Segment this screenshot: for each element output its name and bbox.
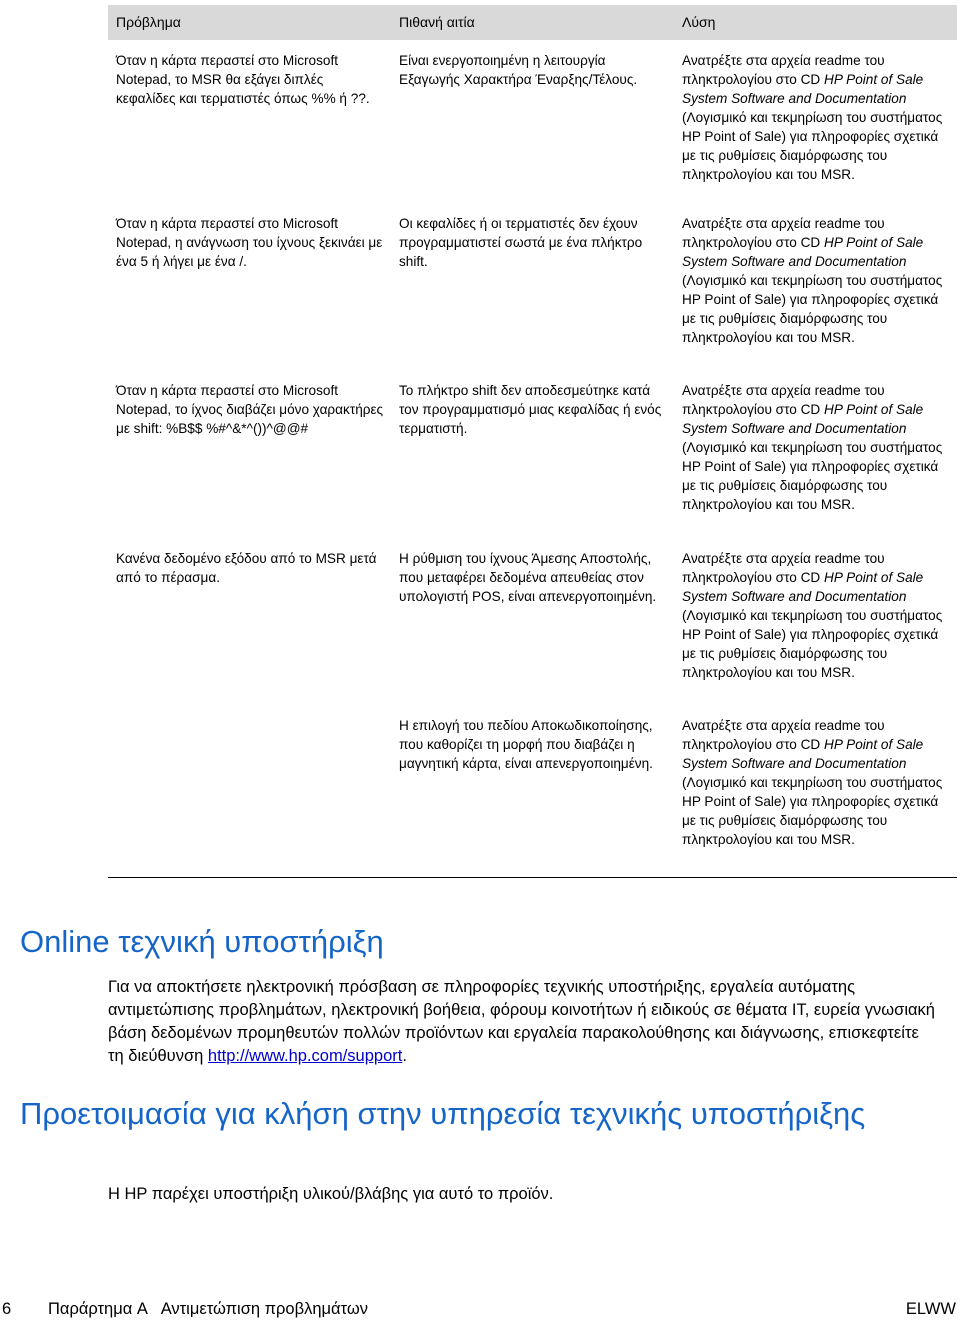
solution-text-end: (Λογισμικό και τεκμηρίωση του συστήματος HP Point of Sale) για πληροφορίες σχετικά με τις ρυθμίσεις διαμόρφωσης του πληκτρολογίου και του MSR.: [682, 110, 943, 182]
solution-doc-title: HP Point of Sale System Software and Documentation: [682, 234, 924, 269]
table-row: [108, 710, 957, 878]
page-footer: [0, 1298, 960, 1320]
solution-doc-title: HP Point of Sale System Software and Documentation: [682, 402, 924, 436]
solution-doc-title: HP Point of Sale System Software and Documentation: [682, 72, 924, 106]
cause-cell: Η επιλογή του πεδίου Αποκωδικοποίησης, που καθορίζει τη μορφή που διαβάζει η μαγνητική κάρτα, είναι απενεργοποιημένη.: [399, 718, 653, 771]
solution-text: Ανατρέξτε στα αρχεία readme του πληκτρολογίου στο CD: [682, 215, 885, 250]
online-support-end: .: [402, 1047, 407, 1065]
solution-cell: [674, 710, 957, 878]
online-support-heading: Online τεχνική υποστήριξη: [20, 924, 384, 959]
cause-cell: Το πλήκτρο shift δεν αποδεσμεύτηκε κατά τον προγραμματισμό μιας κεφαλίδας ή ενός τερματιστή.: [399, 383, 662, 436]
page-number: 6: [2, 1300, 12, 1318]
solution-doc-title: HP Point of Sale System Software and Documentation: [682, 569, 924, 604]
cause-cell: Οι κεφαλίδες ή οι τερματιστές δεν έχουν προγραμματιστεί σωστά με ένα πλήκτρο shift.: [399, 215, 643, 269]
problem-cell: Όταν η κάρτα περαστεί στο Microsoft Notepad, το ίχνος διαβάζει μόνο χαρακτήρες με shift: %B$$ %#^&*^())^@@#: [116, 383, 384, 436]
solution-text: Ανατρέξτε στα αρχεία readme του πληκτρολογίου στο CD: [682, 53, 885, 87]
footer-language-code: ELWW: [905, 1300, 956, 1318]
online-support-text: Για να αποκτήσετε ηλεκτρονική πρόσβαση σε πληροφορίες τεχνικής υποστήριξης, εργαλεία αυτόματης αντιμετώπισης προβλημάτων, ηλεκτρονική βοήθεια, φόρουμ κοινοτήτων ή ειδικούς σε θέματα IT, ευρεία γνωσιακή βάση δεδομένων προμηθευτών πολλών προϊόντων και εργαλεία παρακολούθησης και διάγνωσης, επισκεφτείτε τη διεύθυνση: [108, 978, 935, 1065]
solution-cell: [674, 208, 957, 376]
problem-cell: Όταν η κάρτα περαστεί στο Microsoft Notepad, η ανάγνωση του ίχνους ξεκινάει με ένα 5 ή λήγει με ένα /.: [116, 215, 383, 269]
solution-text: Ανατρέξτε στα αρχεία readme του πληκτρολογίου στο CD: [682, 550, 885, 585]
table-header-row: [108, 5, 957, 40]
table-row: [108, 543, 957, 711]
support-link[interactable]: http://www.hp.com/support: [207, 1047, 403, 1065]
solution-text-end: (Λογισμικό και τεκμηρίωση του συστήματος HP Point of Sale) για πληροφορίες σχετικά με τις ρυθμίσεις διαμόρφωσης του πληκτρολογίου και του MSR.: [682, 440, 943, 512]
cause-cell: Είναι ενεργοποιημένη η λειτουργία Εξαγωγής Χαρακτήρα Έναρξης/Τέλους.: [399, 53, 638, 87]
table-row: [108, 208, 957, 376]
problem-cell: [108, 710, 391, 878]
solution-text-end: (Λογισμικό και τεκμηρίωση του συστήματος HP Point of Sale) για πληροφορίες σχετικά με τις ρυθμίσεις διαμόρφωσης του πληκτρολογίου και του MSR.: [682, 272, 943, 345]
cause-cell: Η ρύθμιση του ίχνους Άμεσης Αποστολής, που μεταφέρει δεδομένα απευθείας στον υπολογιστή POS, είναι απενεργοποιημένη.: [399, 550, 657, 604]
solution-cell: [674, 543, 957, 711]
column-header-problem: Πρόβλημα: [108, 5, 391, 40]
solution-text: Ανατρέξτε στα αρχεία readme του πληκτρολογίου στο CD: [682, 383, 885, 417]
solution-text-end: (Λογισμικό και τεκμηρίωση του συστήματος HP Point of Sale) για πληροφορίες σχετικά με τις ρυθμίσεις διαμόρφωσης του πληκτρολογίου και του MSR.: [682, 775, 943, 847]
table-row: [108, 375, 957, 543]
solution-text: Ανατρέξτε στα αρχεία readme του πληκτρολογίου στο CD: [682, 718, 885, 752]
solution-doc-title: HP Point of Sale System Software and Documentation: [682, 737, 924, 771]
prepare-call-heading: Προετοιμασία για κλήση στην υπηρεσία τεχνικής υποστήριξης: [20, 1096, 866, 1131]
problem-cell: Όταν η κάρτα περαστεί στο Microsoft Notepad, το MSR θα εξάγει διπλές κεφαλίδες και τερματιστές όπως %% ή ??.: [116, 53, 370, 106]
footer-chapter-title: Παράρτημα A Αντιμετώπιση προβλημάτων: [48, 1300, 368, 1318]
solution-text-end: (Λογισμικό και τεκμηρίωση του συστήματος HP Point of Sale) για πληροφορίες σχετικά με τις ρυθμίσεις διαμόρφωσης του πληκτρολογίου και του MSR.: [682, 607, 943, 680]
solution-cell: [674, 40, 957, 208]
online-support-paragraph: [108, 976, 938, 1068]
problem-cell: Κανένα δεδομένο εξόδου από το MSR μετά από το πέρασμα.: [116, 550, 377, 585]
prepare-call-text: Η HP παρέχει υποστήριξη υλικού/βλάβης για αυτό το προϊόν.: [108, 1185, 554, 1203]
column-header-solution: Λύση: [674, 5, 957, 40]
column-header-cause: Πιθανή αιτία: [391, 5, 674, 40]
troubleshooting-table: [108, 5, 957, 878]
solution-cell: [674, 375, 957, 543]
table-row: [108, 40, 957, 208]
